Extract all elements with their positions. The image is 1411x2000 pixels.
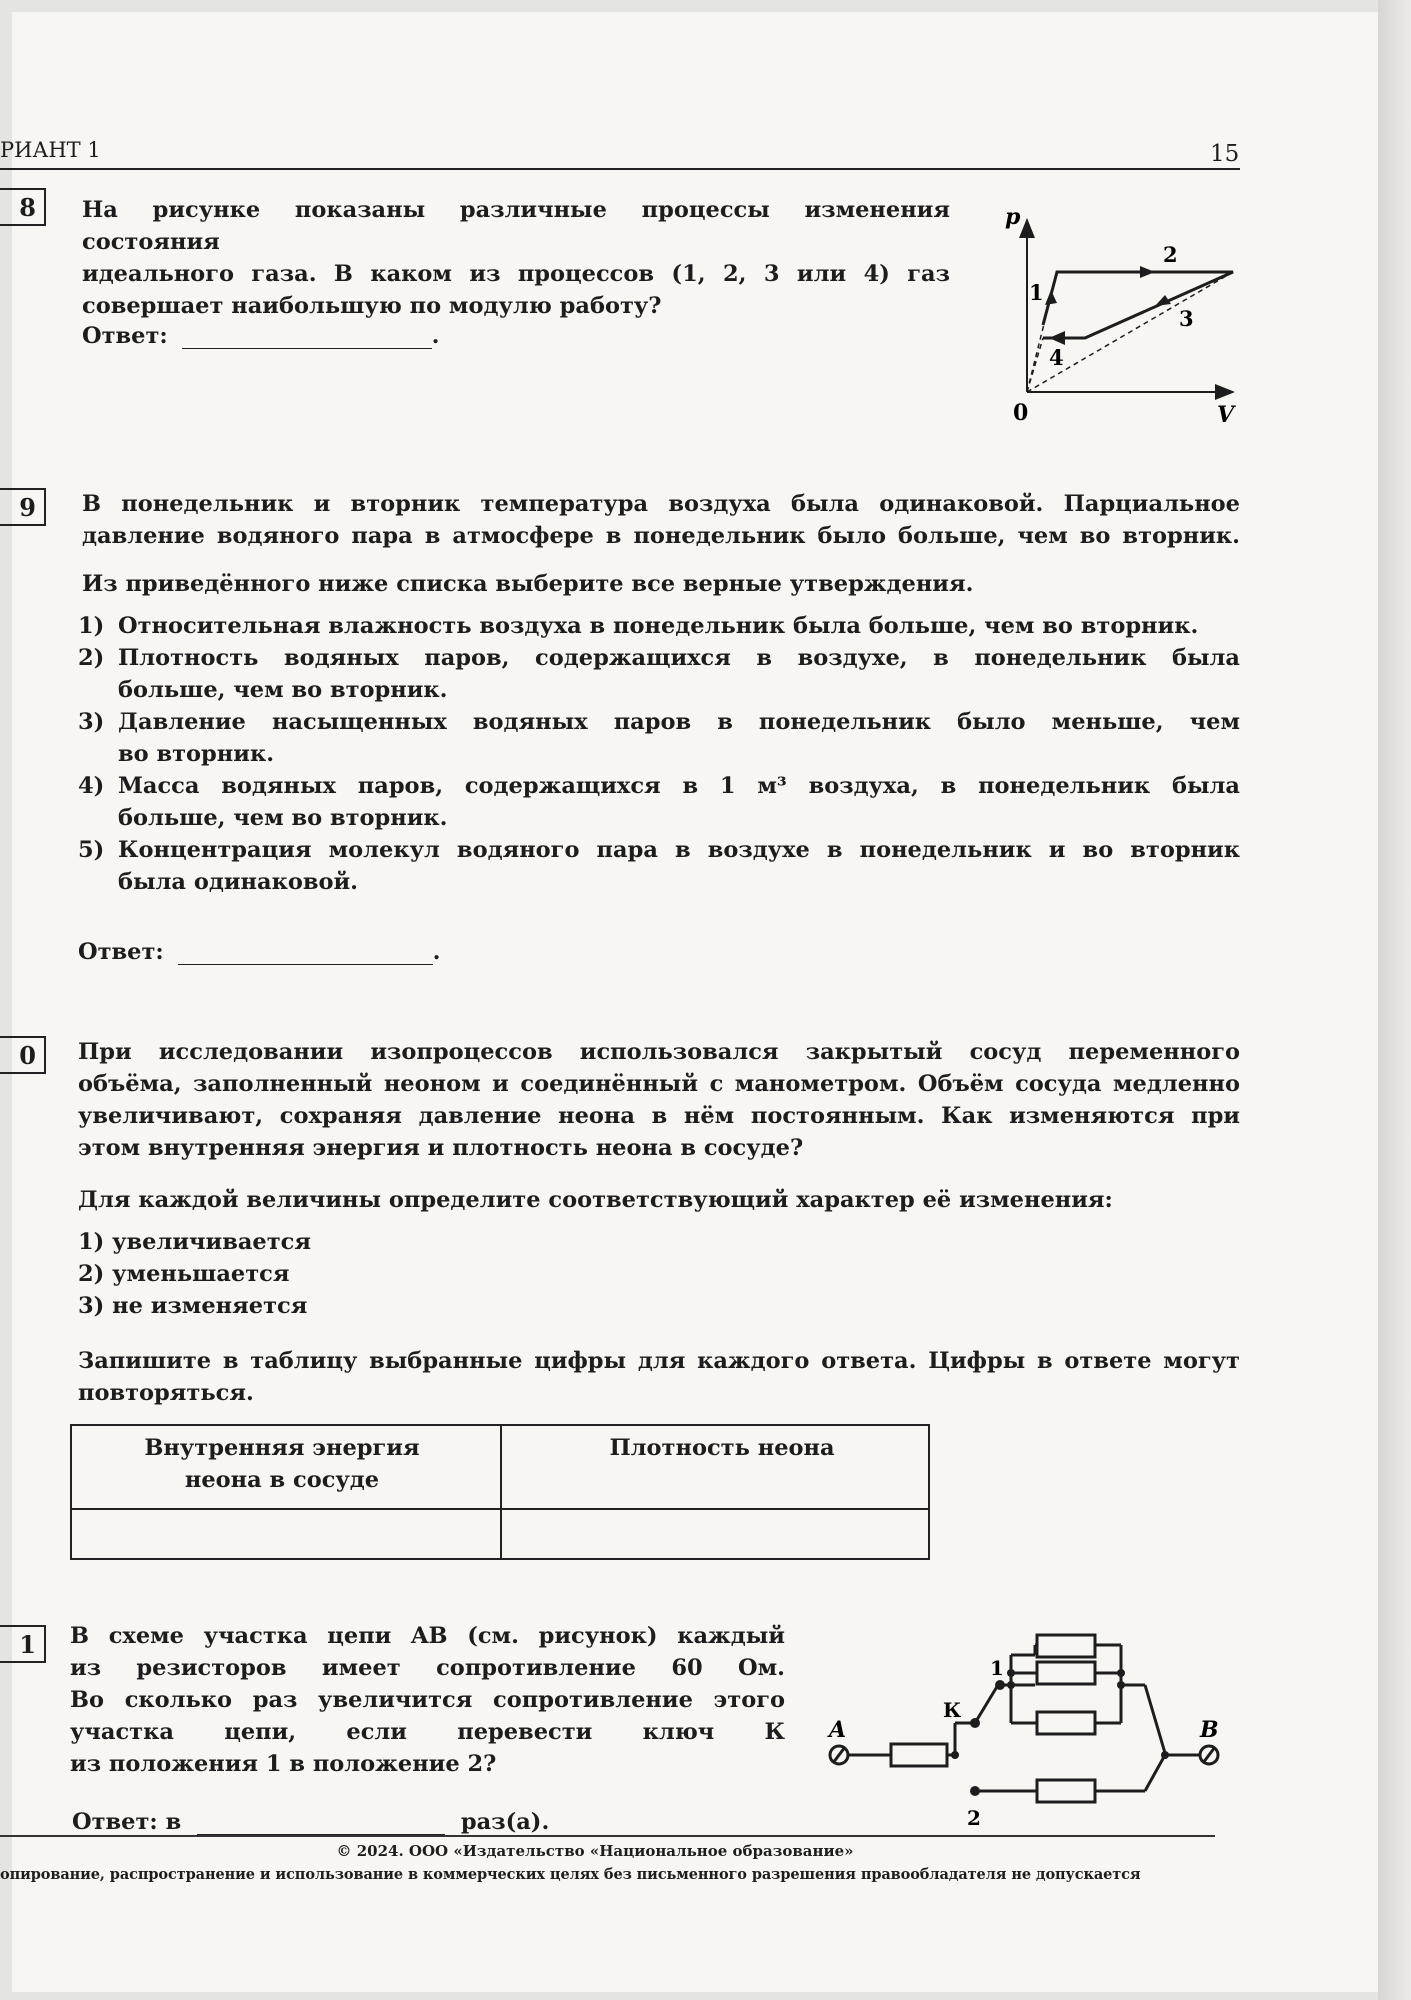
question-11-line: В схеме участка цепи AB (см. рисунок) каждый xyxy=(70,1623,785,1649)
question-8-line: На рисунке показаны различные процессы изменения состояния xyxy=(82,197,950,255)
pv-graph xyxy=(985,200,1245,430)
v-axis-label: V xyxy=(1217,402,1235,428)
label-switch: К xyxy=(943,1698,962,1722)
resistor xyxy=(891,1744,947,1766)
question-9-intro xyxy=(82,488,1240,552)
statement-3 xyxy=(78,706,1240,770)
answer-label: Ответ: xyxy=(82,323,168,349)
question-11-answer xyxy=(72,1808,549,1835)
resistor xyxy=(1037,1780,1095,1802)
question-11-line: участка цепи, если перевести ключ К xyxy=(70,1719,785,1745)
label-position-2: 2 xyxy=(967,1806,981,1830)
resistor xyxy=(1037,1662,1095,1684)
option-2: 2) уменьшается xyxy=(78,1261,290,1287)
statement-number: 2) xyxy=(78,645,105,671)
question-8-answer xyxy=(82,322,439,349)
question-10-instruction: Для каждой величины определите соответствующий характер её изменения: xyxy=(78,1187,1113,1213)
statement-2 xyxy=(78,642,1240,706)
question-11-number: 1 xyxy=(0,1625,46,1663)
dashed-line xyxy=(1027,272,1233,392)
table-header-energy: Внутренняя энергия неона в сосуде xyxy=(144,1435,420,1493)
option-1: 1) увеличивается xyxy=(78,1229,311,1255)
statement-line: была одинаковой. xyxy=(118,869,358,895)
resistor xyxy=(1037,1635,1095,1657)
page-number: 15 xyxy=(1210,141,1240,167)
statement-line: Относительная влажность воздуха в понедельник была больше, чем во вторник. xyxy=(118,613,1199,639)
table-cell-density[interactable] xyxy=(506,1514,926,1556)
question-10-table-instruction xyxy=(78,1345,1240,1409)
answer-end: . xyxy=(432,939,441,965)
question-10-line: этом внутренняя энергия и плотность неона в сосуде? xyxy=(78,1135,804,1161)
question-10-line: объёма, заполненный неоном и соединённый с манометром. Объём сосуда медленно xyxy=(78,1071,1240,1097)
footer-copyright: © 2024. ООО «Издательство «Национальное образование» xyxy=(336,1842,854,1860)
label-b: B xyxy=(1200,1717,1219,1743)
question-9-answer xyxy=(78,938,440,965)
arrow-2 xyxy=(1140,266,1155,278)
table-header-density: Плотность неона xyxy=(609,1435,835,1461)
arrow-1 xyxy=(1045,290,1057,305)
statement-4 xyxy=(78,770,1240,834)
statement-line: Концентрация молекул водяного пара в воздухе в понедельник и во вторник xyxy=(118,837,1240,863)
statement-line: во вторник. xyxy=(118,741,275,767)
resistor xyxy=(1037,1712,1095,1734)
statement-number: 4) xyxy=(78,773,105,799)
footer-notice: опирование, распространение и использование в коммерческих целях без письменного разрешения правообладателя не допускается xyxy=(0,1866,1141,1883)
answer-field[interactable] xyxy=(178,938,433,965)
question-9-number: 9 xyxy=(0,488,46,526)
statement-5 xyxy=(78,834,1240,898)
statement-line: Плотность водяных паров, содержащихся в воздухе, в понедельник была xyxy=(118,645,1240,671)
answer-field[interactable] xyxy=(182,322,432,349)
table-divider xyxy=(500,1426,502,1558)
statement-line: больше, чем во вторник. xyxy=(118,805,448,831)
question-10-line: увеличивают, сохраняя давление неона в нём постоянным. Как изменяются при xyxy=(78,1103,1240,1129)
statement-number: 3) xyxy=(78,709,105,735)
label-position-1: 1 xyxy=(990,1656,1004,1680)
process-label-3: 3 xyxy=(1179,306,1194,331)
question-11-line: из положения 1 в положение 2? xyxy=(70,1751,497,1777)
statement-number: 1) xyxy=(78,613,105,639)
origin-label: 0 xyxy=(1013,400,1029,426)
statement-1 xyxy=(78,610,1240,642)
switch-pivot xyxy=(970,1718,980,1728)
table-divider xyxy=(72,1508,928,1510)
question-10-options xyxy=(78,1226,311,1322)
table-instruction-line: Запишите в таблицу выбранные цифры для каждого ответа. Цифры в ответе могут xyxy=(78,1348,1240,1374)
circuit-diagram xyxy=(815,1625,1240,1840)
footer-divider xyxy=(0,1835,1215,1837)
question-8-line: идеального газа. В каком из процессов (1, 2, 3 или 4) газ xyxy=(82,261,950,287)
variant-label: РИАНТ 1 xyxy=(0,138,101,162)
question-10-intro xyxy=(78,1036,1240,1164)
question-8-line: совершает наибольшую по модулю работу? xyxy=(82,293,662,319)
table-instruction-line: повторяться. xyxy=(78,1380,254,1406)
answer-label: Ответ: xyxy=(78,939,164,965)
switch-blade xyxy=(975,1685,998,1723)
process-label-1: 1 xyxy=(1029,280,1044,305)
question-9-statements xyxy=(78,610,1240,898)
switch-position-2 xyxy=(970,1786,980,1796)
dashed-line xyxy=(1027,338,1043,392)
question-10-number: 0 xyxy=(0,1036,46,1074)
question-11-text xyxy=(70,1620,785,1780)
process-label-2: 2 xyxy=(1163,242,1178,267)
question-11-line: Во сколько раз увеличится сопротивление этого xyxy=(70,1687,785,1713)
p-axis-label: p xyxy=(1005,204,1021,230)
statement-line: больше, чем во вторник. xyxy=(118,677,448,703)
arrow-4 xyxy=(1049,331,1065,345)
answer-table xyxy=(70,1424,930,1560)
question-8-text xyxy=(82,194,950,322)
switch-position-1 xyxy=(995,1680,1005,1690)
question-10-line: При исследовании изопроцессов использовался закрытый сосуд переменного xyxy=(78,1039,1240,1065)
question-8-number: 8 xyxy=(0,188,46,226)
question-9-line: давление водяного пара в атмосфере в понедельник было больше, чем во вторник. xyxy=(82,523,1240,549)
statement-number: 5) xyxy=(78,837,105,863)
answer-suffix: раз(а). xyxy=(460,1809,550,1835)
question-9-line: В понедельник и вторник температура воздуха была одинаковой. Парциальное xyxy=(82,491,1240,517)
label-a: A xyxy=(829,1717,847,1743)
page-edge xyxy=(1378,0,1411,2000)
question-9-instruction: Из приведённого ниже списка выберите все верные утверждения. xyxy=(82,571,974,597)
answer-end: . xyxy=(431,323,440,349)
answer-field[interactable] xyxy=(197,1808,445,1835)
header-divider xyxy=(0,168,1240,170)
question-11-line: из резисторов имеет сопротивление 60 Ом. xyxy=(70,1655,785,1681)
statement-line: Давление насыщенных водяных паров в понедельник было меньше, чем xyxy=(118,709,1240,735)
arrow-3 xyxy=(1155,295,1171,306)
option-3: 3) не изменяется xyxy=(78,1293,308,1319)
answer-label: Ответ: в xyxy=(72,1809,182,1835)
table-cell-energy[interactable] xyxy=(76,1514,496,1556)
statement-line: Масса водяных паров, содержащихся в 1 м³ воздуха, в понедельник была xyxy=(118,773,1240,799)
process-label-4: 4 xyxy=(1049,345,1064,370)
